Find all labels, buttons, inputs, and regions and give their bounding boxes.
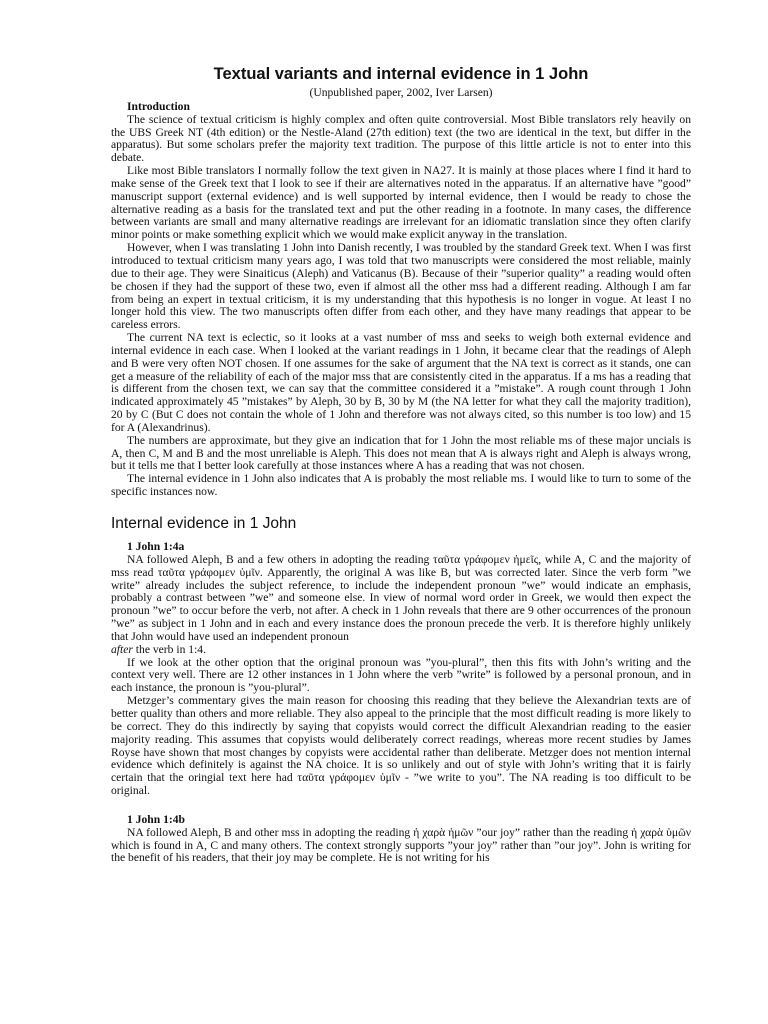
document-page	[111, 64, 691, 865]
intro-paragraph: The science of textual criticism is highly complex and often quite controversial. Most Bible translators rely heavily on the UBS Greek NT (4th edition) or the Nestle-Aland (27th edition) text (the two are identical in the text, but differ in the apparatus). But some scholars prefer the majority text tradition. The purpose of this little article is not to enter into this debate.	[111, 112, 691, 165]
verse-paragraph-tail: the verb in 1:4.	[132, 642, 206, 656]
intro-paragraph: Like most Bible translators I normally follow the text given in NA27. It is mainly at those places where I find it hard to make sense of the Greek text that I look to see if their are alternatives noted in the apparatus. If an alternative have ”good” manuscript support (external evidence) and is well supported by internal evidence, then I would be ready to chose the alternative reading as a basis for the translated text and put the other reading in a footnote. In many cases, the difference between variants are small and many alternative readings are irrelevant for an idiomatic translation since they often clarify minor points or make something explicit which we would make explicit anyway in the translation.	[111, 164, 691, 242]
verse-paragraph	[111, 554, 691, 657]
intro-paragraph: The current NA text is eclectic, so it looks at a vast number of mss and seeks to weigh both external evidence and internal evidence in each case. When I looked at the variant readings in 1 John, it became clear that the readings of Aleph and B were very often NOT chosen. If one assumes for the sake of argument that the NA text is correct as it stands, one can get a measure of the reliability of each of the major mss that are consistently cited in the apparatus. If a ms has a reading that is different from the chosen text, we can say that the committee considered it a ”mistake”. A rough count through 1 John indicated approximately 45 ”mistakes” by Aleph, 30 by B, 30 by M (the NA letter for what they call the majority tradition), 20 by C (But C does not contain the whole of 1 John and therefore was not always cited, so this number is too low) and 15 for A (Alexandrinus).	[111, 331, 691, 434]
verse-paragraph-text: NA followed Aleph, B and a few others in adopting the reading ταῦτα γράφομεν ἡμεῖς, while A, C and the majority of mss read ταῦτα γράφομεν ὑμῖν. Apparently, the original A was like B, but was corrected later. Since the verb form ”we write” already includes the subject reference, to include the independent pronoun ”we” would indicate an emphasis, probably a contrast between ”we” and someone else. In view of normal word order in Greek, we would then expect the pronoun ”we” to occur before the verb, not after. A check in 1 John reveals that there are 9 other occurrences of the pronoun ”we” as subject in 1 John and in each and every instance does the pronoun precede the verb. It is therefore highly unlikely that John would have used an independent pronoun	[111, 552, 691, 643]
section-heading: Internal evidence in 1 John	[111, 515, 297, 532]
verse-paragraph: NA followed Aleph, B and other mss in adopting the reading ἡ χαρὰ ἡμῶν ”our joy” rather than the reading ἡ χαρὰ ὑμῶν which is found in A, C and many others. The context strongly supports ”your joy” rather than ”our joy”. John is writing for the benefit of his readers, that their joy may be complete. He is not writing for his	[111, 825, 691, 865]
verse-heading-1-4b: 1 John 1:4b	[127, 812, 185, 826]
intro-paragraph: However, when I was translating 1 John into Danish recently, I was troubled by the standard Greek text. When I was first introduced to textual criticism many years ago, I was told that two manuscripts were considered the most reliable, mainly due to their age. They were Sinaiticus (Aleph) and Vaticanus (B). Because of their ”superior quality” a reading would often be chosen if they had the support of these two, even if almost all the other mss had a different reading. Although I am far from being an expert in textual criticism, it is my understanding that this hypothesis is no longer in vogue. At least I no longer hold this view. The two manuscripts often differ from each other, and they have many readings that appear to be careless errors.	[111, 241, 691, 332]
intro-paragraph: The internal evidence in 1 John also indicates that A is probably the most reliable ms. I would like to turn to some of the specific instances now.	[111, 472, 691, 499]
verse-paragraph: If we look at the other option that the original pronoun was ”you-plural”, then this fits with John’s writing and the context very well. There are 12 other instances in 1 John where the verb ”write” is followed by a personal pronoun, and in each instance, the pronoun is ”you-plural”.	[111, 655, 691, 695]
verse-heading-1-4a: 1 John 1:4a	[127, 540, 185, 553]
intro-paragraph: The numbers are approximate, but they give an indication that for 1 John the most reliable ms of these major uncials is A, then C, M and B and the most unreliable is Aleph. This does not mean that A is always right and Aleph is always wrong, but it tells me that I better look carefully at those instances where A has a reading that was not chosen.	[111, 433, 691, 473]
intro-heading: Introduction	[127, 99, 190, 113]
document-title: Textual variants and internal evidence in 1 John	[213, 65, 589, 83]
spacer	[111, 798, 691, 814]
verse-paragraph: Metzger’s commentary gives the main reason for choosing this reading that they believe the Alexandrian texts are of better quality than others and more reliable. They also appeal to the principle that the most difficult reading is more likely to be correct. They do this indirectly by saying that copyists would correct the difficult Alexandrian reading to the easier majority reading. This assumes that copyists would deliberately correct readings, whereas more recent studies by James Royse have shown that most changes by copyists were accidental rather than deliberate. Metzger does not mention internal evidence which definitely is against the NA choice. It is so unlikely and out of style with John’s writing that it is fairly certain that the oringial text here had ταῦτα γράφομεν ὑμῖν - ”we write to you”. The NA reading is too difficult to be original.	[111, 694, 691, 798]
italic-word: after	[111, 642, 133, 656]
document-subtitle: (Unpublished paper, 2002, Iver Larsen)	[309, 86, 493, 99]
